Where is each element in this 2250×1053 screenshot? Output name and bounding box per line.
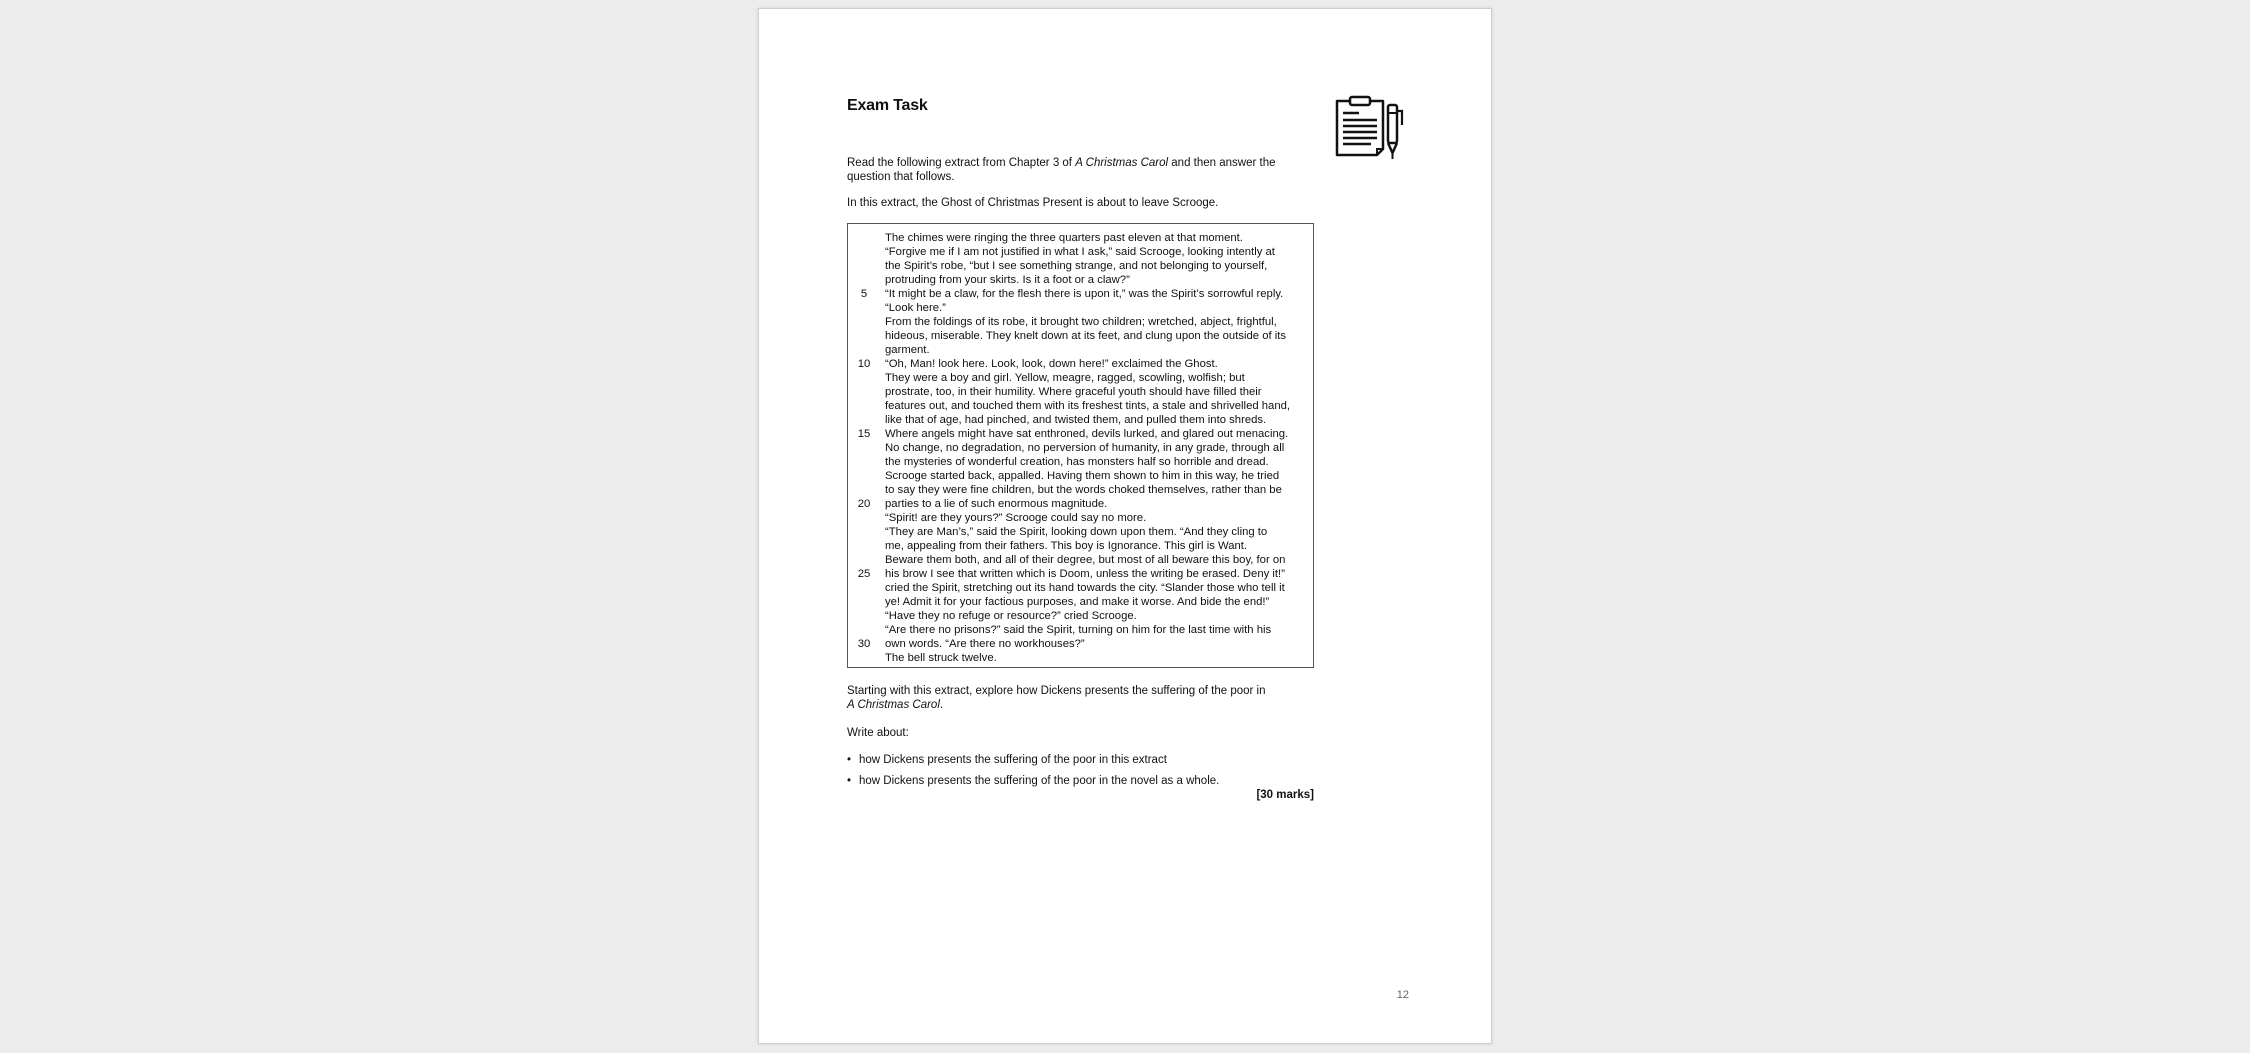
extract-text: The bell struck twelve. xyxy=(885,652,997,664)
write-about-label: Write about: xyxy=(847,727,909,739)
bullet-dot: • xyxy=(847,775,852,787)
extract-line xyxy=(848,497,1313,511)
book-title: A Christmas Carol xyxy=(1075,157,1169,169)
extract-text: like that of age, had pinched, and twisted them, and pulled them into shreds. xyxy=(885,414,1267,426)
extract-line xyxy=(848,595,1313,609)
extract-text: Beware them both, and all of their degree, but most of all beware this boy, for on xyxy=(885,554,1286,566)
extract-line xyxy=(848,371,1313,385)
question-end: . xyxy=(939,699,944,711)
extract-line xyxy=(848,245,1313,259)
line-number: 10 xyxy=(857,358,871,370)
extract-line xyxy=(848,441,1313,455)
extract-text: From the foldings of its robe, it brought two children; wretched, abject, frightful, xyxy=(885,316,1277,328)
extract-text: “Forgive me if I am not justified in what I ask,” said Scrooge, looking intently at xyxy=(885,246,1275,258)
extract-line xyxy=(848,273,1313,287)
intro-text: Read the following extract from Chapter 3 of xyxy=(847,157,1076,169)
extract-line xyxy=(848,609,1313,623)
bullet-text: how Dickens presents the suffering of the poor in the novel as a whole. xyxy=(859,775,1220,787)
extract-line xyxy=(848,483,1313,497)
extract-text: “Have they no refuge or resource?” cried Scrooge. xyxy=(885,610,1137,622)
page-title: Exam Task xyxy=(847,97,928,114)
extract-text: “Are there no prisons?” said the Spirit, turning on him for the last time with his xyxy=(885,624,1272,636)
context-paragraph: In this extract, the Ghost of Christmas Present is about to leave Scrooge. xyxy=(847,197,1219,209)
extract-text: “They are Man’s,” said the Spirit, looking down upon them. “And they cling to xyxy=(885,526,1268,538)
extract-line xyxy=(848,357,1313,371)
extract-line xyxy=(848,567,1313,581)
line-number: 25 xyxy=(857,568,871,580)
extract-text: Scrooge started back, appalled. Having them shown to him in this way, he tried xyxy=(885,470,1280,482)
extract-line xyxy=(848,511,1313,525)
extract-line xyxy=(848,259,1313,273)
extract-line xyxy=(848,427,1313,441)
extract-line xyxy=(848,315,1313,329)
question-book-title: A Christmas Carol xyxy=(847,699,940,711)
extract-line xyxy=(848,637,1313,651)
extract-text: the Spirit’s robe, “but I see something strange, and not belonging to yourself, xyxy=(885,260,1268,272)
extract-line xyxy=(848,287,1313,301)
extract-text: “Look here.” xyxy=(885,302,946,314)
clipboard-pen-icon xyxy=(1331,95,1407,165)
extract-line xyxy=(848,581,1313,595)
extract-text: The chimes were ringing the three quarters past eleven at that moment. xyxy=(885,232,1243,244)
extract-line xyxy=(848,455,1313,469)
document-page xyxy=(758,8,1492,1044)
extract-text: “Oh, Man! look here. Look, look, down here!” exclaimed the Ghost. xyxy=(885,358,1218,370)
extract-line xyxy=(848,525,1313,539)
extract-line xyxy=(848,231,1313,245)
bullet-text: how Dickens presents the suffering of the poor in this extract xyxy=(859,754,1167,766)
extract-box xyxy=(847,223,1314,668)
intro-text-end: and then answer the question that follows. xyxy=(847,157,1276,183)
extract-text: No change, no degradation, no perversion of humanity, in any grade, through all xyxy=(885,442,1285,454)
extract-line xyxy=(848,385,1313,399)
extract-line xyxy=(848,539,1313,553)
marks-label: [30 marks] xyxy=(1256,789,1314,801)
extract-line xyxy=(848,343,1313,357)
extract-text: cried the Spirit, stretching out its hand towards the city. “Slander those who tell it xyxy=(885,582,1285,594)
extract-line xyxy=(848,623,1313,637)
question-paragraph xyxy=(847,684,1307,712)
line-number: 30 xyxy=(857,638,871,650)
bullet-dot: • xyxy=(847,754,852,766)
extract-text: protruding from your skirts. Is it a foot or a claw?” xyxy=(885,274,1130,286)
extract-text: his brow I see that written which is Doom, unless the writing be erased. Deny it!” xyxy=(885,568,1285,580)
line-number: 15 xyxy=(857,428,871,440)
extract-line xyxy=(848,301,1313,315)
extract-text: “It might be a claw, for the flesh there is upon it,” was the Spirit’s sorrowful reply. xyxy=(885,288,1284,300)
line-number: 20 xyxy=(857,498,871,510)
extract-line xyxy=(848,469,1313,483)
extract-text: features out, and touched them with its freshest tints, a stale and shrivelled hand, xyxy=(885,400,1291,412)
extract-line xyxy=(848,413,1313,427)
extract-text: garment. xyxy=(885,344,930,356)
extract-line xyxy=(848,329,1313,343)
bullet-item xyxy=(847,774,1317,788)
extract-text: me, appealing from their fathers. This boy is Ignorance. This girl is Want. xyxy=(885,540,1248,552)
extract-text: parties to a lie of such enormous magnitude. xyxy=(885,498,1108,510)
extract-text: to say they were fine children, but the words choked themselves, rather than be xyxy=(885,484,1282,496)
extract-text: hideous, miserable. They knelt down at its feet, and clung upon the outside of its xyxy=(885,330,1287,342)
extract-line xyxy=(848,399,1313,413)
intro-paragraph xyxy=(847,156,1307,184)
extract-text: “Spirit! are they yours?” Scrooge could say no more. xyxy=(885,512,1147,524)
extract-text: They were a boy and girl. Yellow, meagre, ragged, scowling, wolfish; but xyxy=(885,372,1245,384)
question-text: Starting with this extract, explore how Dickens presents the suffering of the poor in xyxy=(847,685,1266,697)
extract-line xyxy=(848,651,1313,665)
extract-text: ye! Admit it for your factious purposes, and make it worse. And bide the end!” xyxy=(885,596,1270,608)
extract-line xyxy=(848,553,1313,567)
extract-text: own words. “Are there no workhouses?” xyxy=(885,638,1085,650)
bullet-item xyxy=(847,753,1317,767)
extract-text: the mysteries of wonderful creation, has monsters half so horrible and dread. xyxy=(885,456,1269,468)
extract-text: Where angels might have sat enthroned, devils lurked, and glared out menacing. xyxy=(885,428,1289,440)
page-number: 12 xyxy=(1396,989,1409,1001)
line-number: 5 xyxy=(860,288,868,300)
extract-text: prostrate, too, in their humility. Where graceful youth should have filled their xyxy=(885,386,1262,398)
